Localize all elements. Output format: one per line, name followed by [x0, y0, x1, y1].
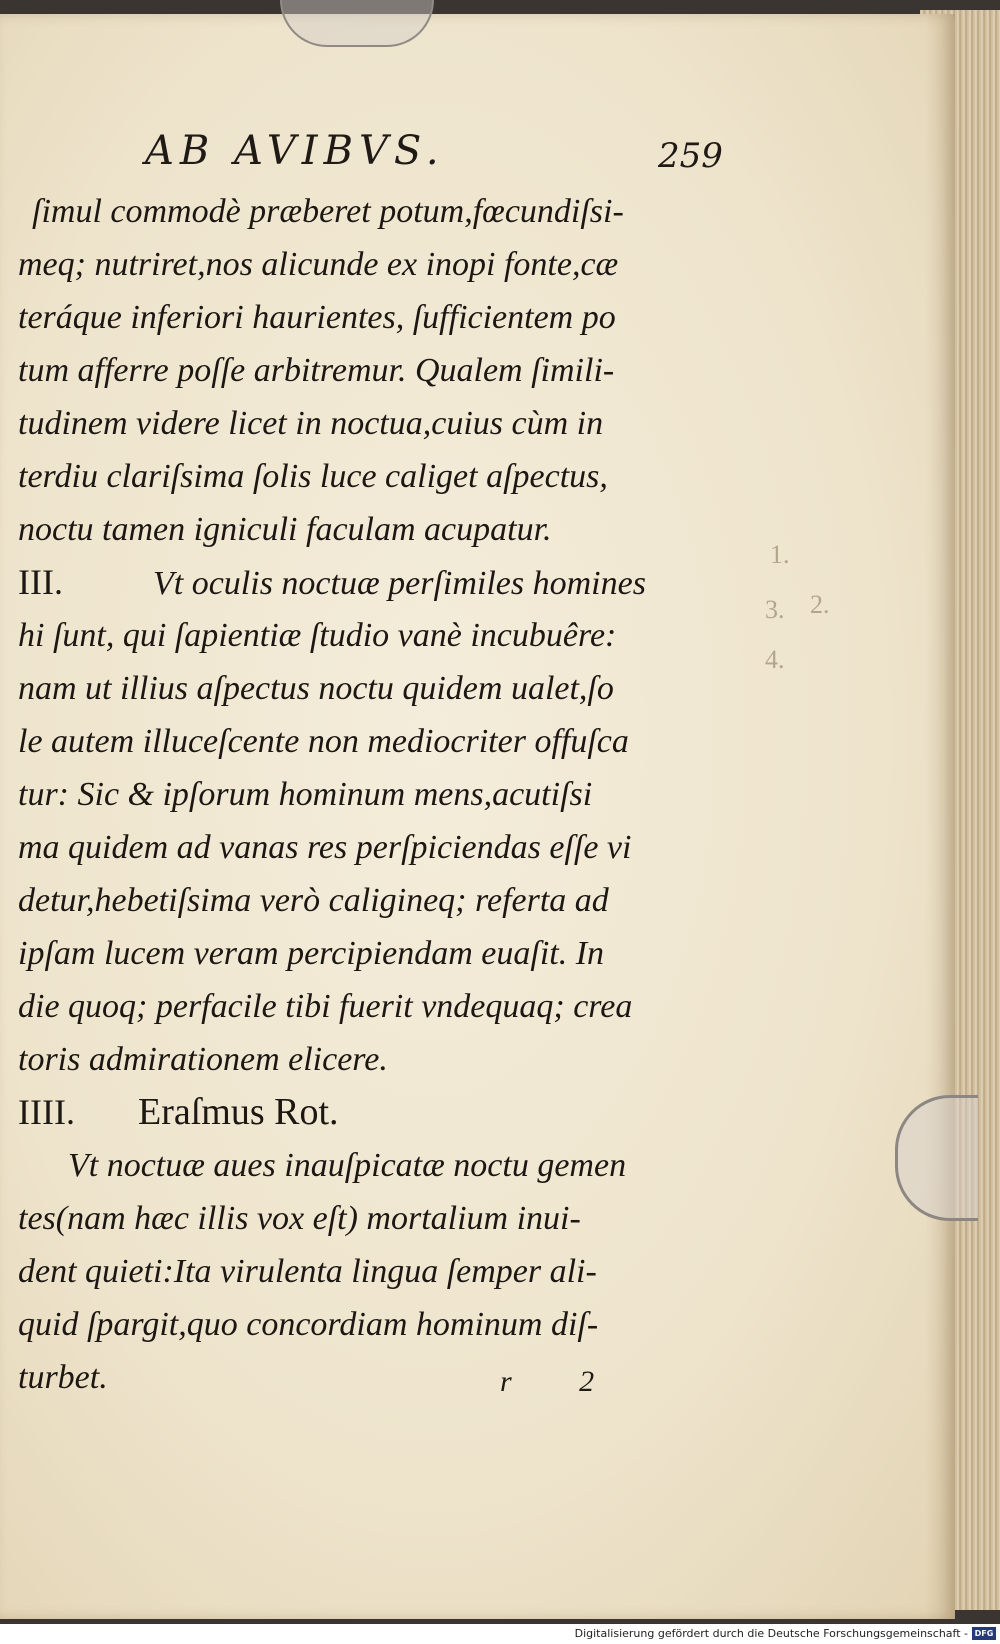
text-line: tum afferre poſſe arbitremur. Qualem ſimili- [18, 352, 615, 389]
text-line: ma quidem ad vanas res perſpiciendas eſſe vi [18, 829, 632, 866]
text-line: meq; nutriret,nos alicunde ex inopi fonte,cæ [18, 246, 619, 283]
signature-mark: r 2 [500, 1365, 625, 1398]
text-line: ipſam lucem veram percipiendam euaſit. In [18, 935, 605, 972]
page-number: 259 [658, 136, 723, 176]
section-first-line: Vt oculis noctuæ perſimiles homines [153, 565, 646, 602]
margin-mark: 2. [810, 590, 830, 619]
show-through-margin-marks [760, 540, 830, 680]
text-line: tes(nam hæc illis vox eſt) mortalium inui- [18, 1200, 581, 1237]
text-line: hi ſunt, qui ſapientiæ ſtudio vanè incubuêre: [18, 617, 617, 654]
text-line: nam ut illius aſpectus noctu quidem ualet,ſo [18, 670, 614, 707]
text-line: noctu tamen igniculi faculam acupatur. [18, 511, 552, 548]
text-line: quid ſpargit,quo concordiam hominum diſ- [18, 1306, 599, 1343]
text-line: tur: Sic & ipſorum hominum mens,acutiſsi [18, 776, 593, 813]
section-4-heading-line [18, 1086, 718, 1139]
margin-mark: 4. [765, 645, 785, 674]
fore-edge-shadow [925, 14, 955, 1619]
text-line: die quoq; perfacile tibi fuerit vndequaq; crea [18, 988, 633, 1025]
text-line: ſimul commodè præberet potum,fœcundiſsi- [32, 193, 624, 230]
text-line: toris admirationem elicere. [18, 1041, 388, 1078]
running-head: AB AVIBVS. [145, 128, 445, 174]
section-number: IIII. [18, 1092, 75, 1132]
text-line: Vt noctuæ aues inauſpicatæ noctu gemen [68, 1147, 627, 1184]
text-line: terdiu clariſsima ſolis luce caliget aſpectus, [18, 458, 608, 495]
text-line: turbet. [18, 1359, 108, 1396]
text-block [18, 185, 718, 1404]
plexiglass-clip-top [280, 0, 434, 47]
section-3-heading-line [18, 556, 718, 609]
section-number: III. [18, 562, 63, 602]
section-heading: Eraſmus Rot. [138, 1091, 339, 1133]
text-line: le autem illuceſcente non mediocriter offuſca [18, 723, 629, 760]
text-line: teráque inferiori haurientes, ſufficientem po [18, 299, 616, 336]
funding-credit: Digitalisierung gefördert durch die Deutsche Forschungsgemeinschaft - [574, 1627, 968, 1640]
dfg-logo: DFG [972, 1627, 996, 1640]
margin-mark: 3. [765, 595, 785, 624]
footer-bar [0, 1624, 1000, 1644]
text-line: dent quieti:Ita virulenta lingua ſemper ali- [18, 1253, 597, 1290]
margin-mark: 1. [770, 540, 790, 569]
text-line: detur,hebetiſsima verò caligineq; referta ad [18, 882, 609, 919]
text-line: tudinem videre licet in noctua,cuius cùm in [18, 405, 604, 442]
